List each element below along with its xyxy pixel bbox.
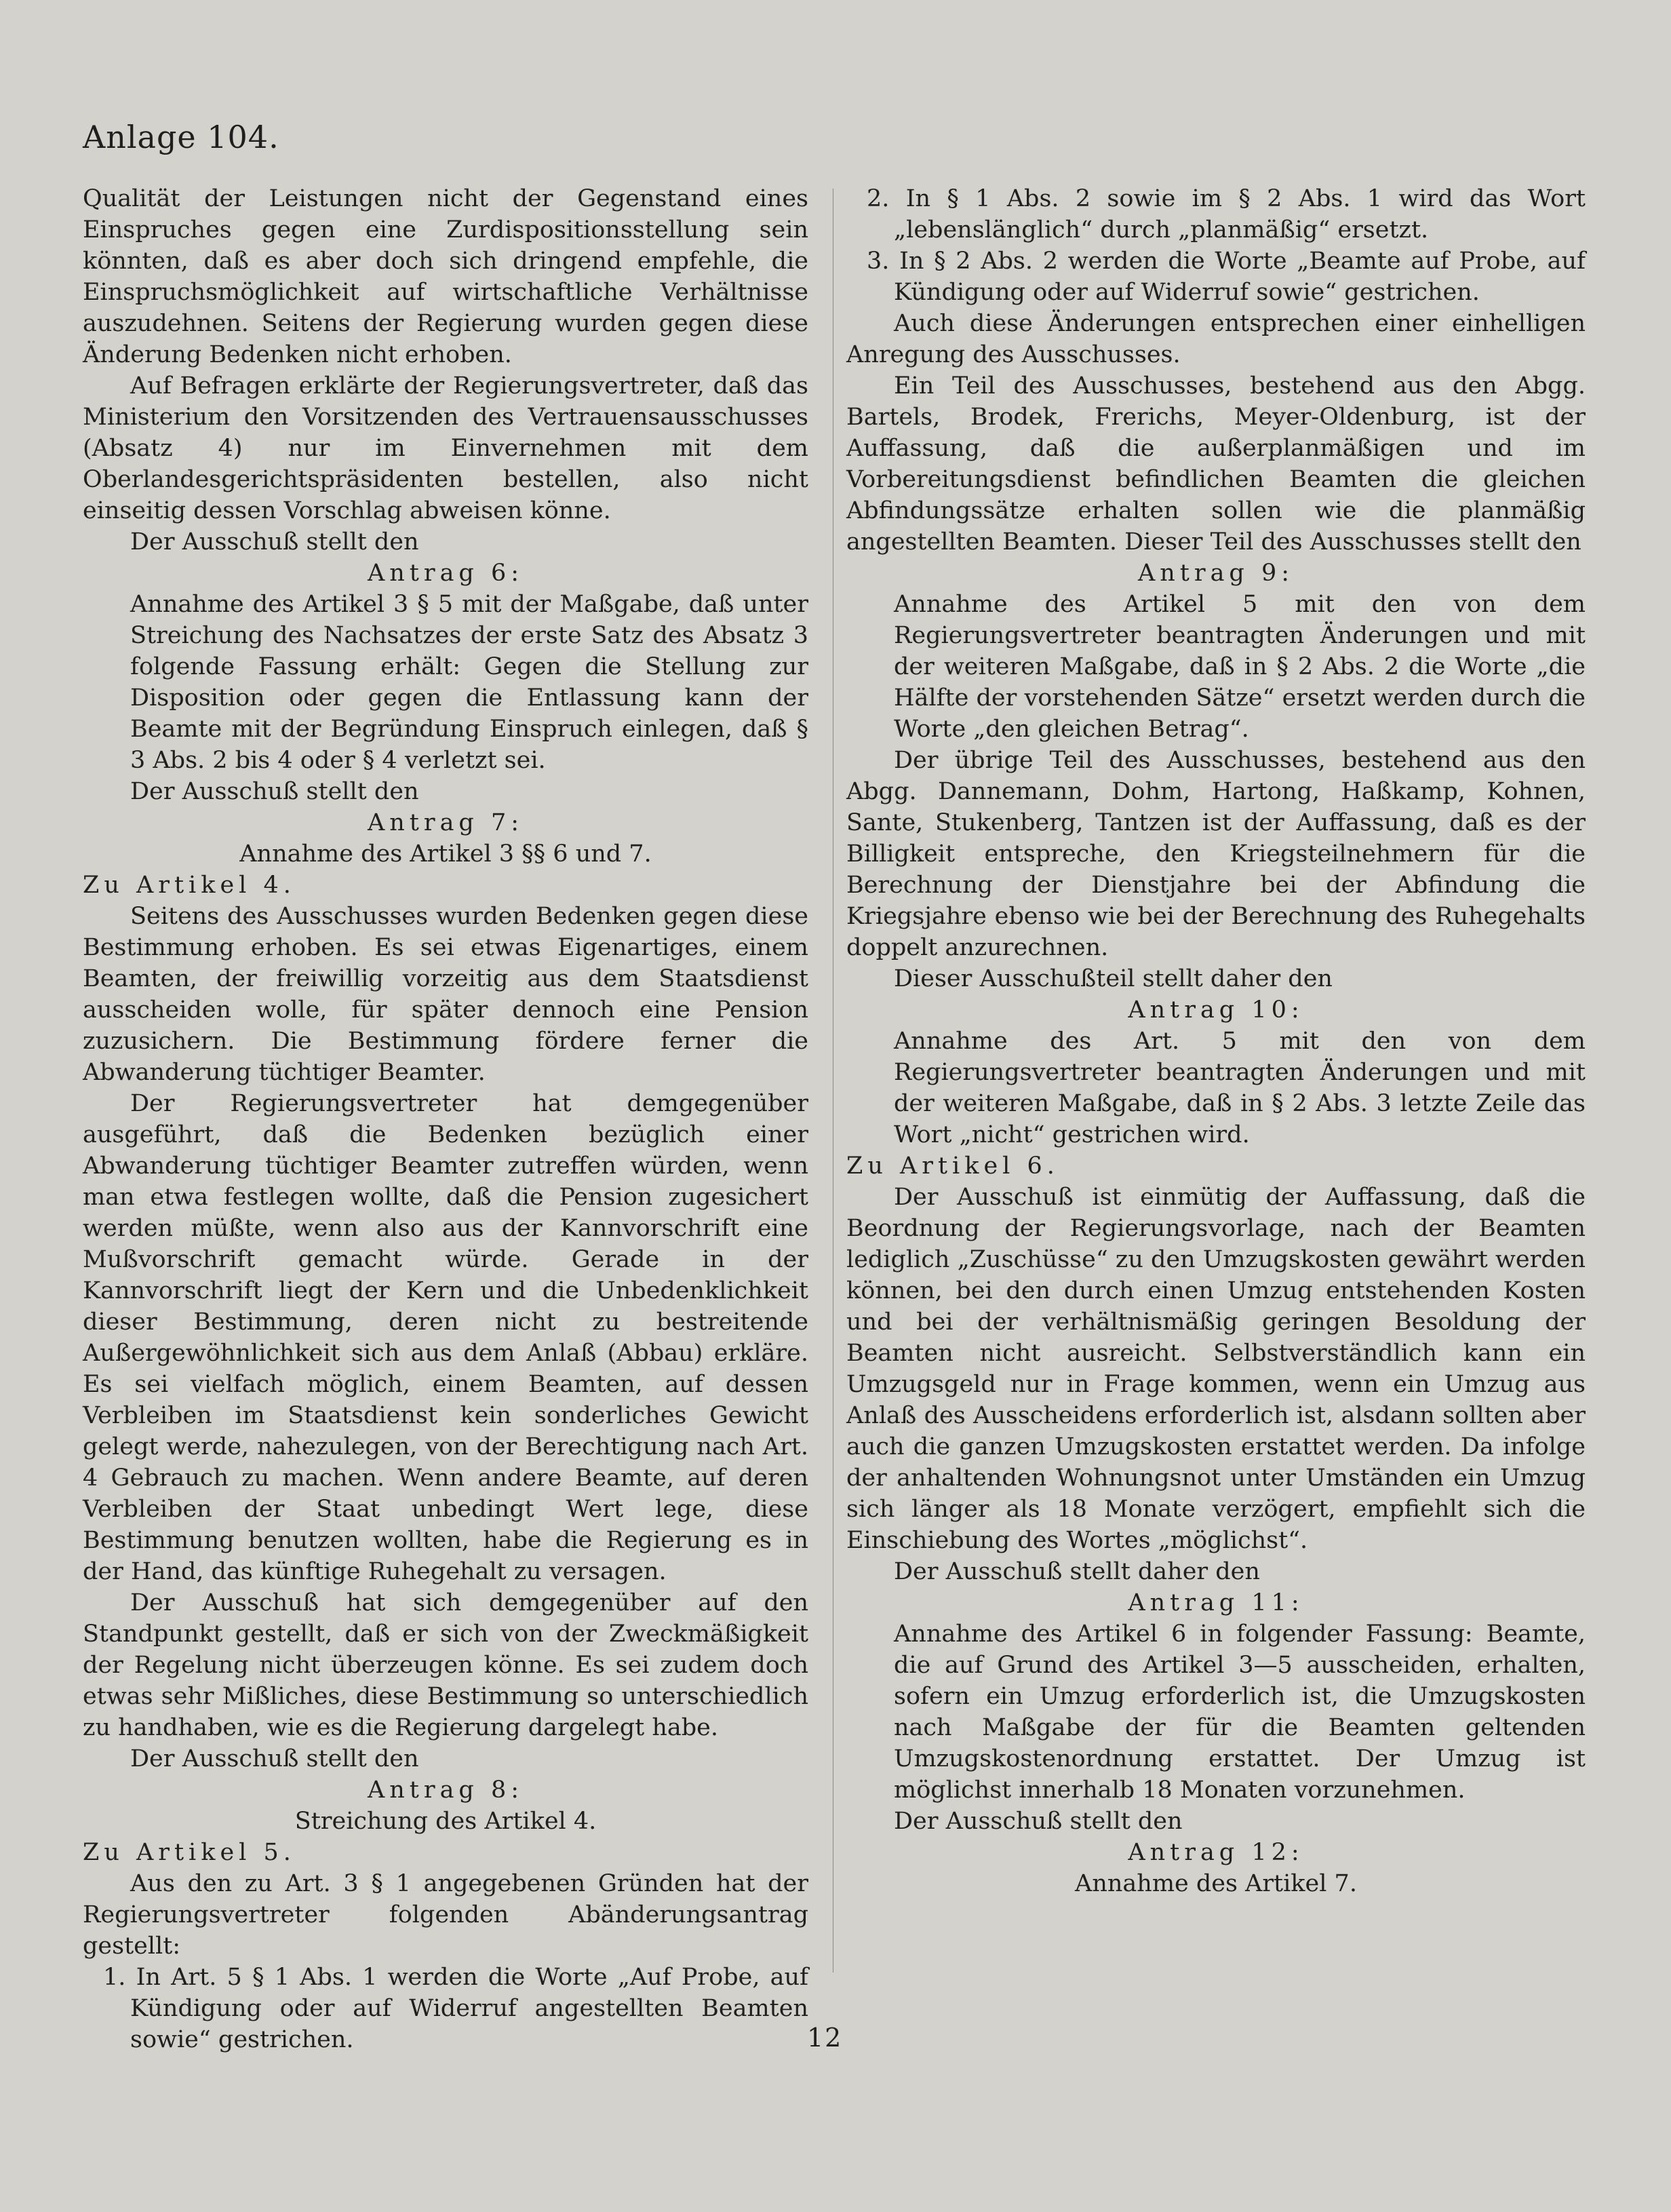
section-heading: Zu Artikel 6. xyxy=(846,1152,1059,1180)
section-heading: Zu Artikel 5. xyxy=(83,1839,296,1866)
motion-text: Annahme des Artikel 3 § 5 mit der Maßgabe, daß unter Streichung des Nachsatzes der erste Satz des Absatz 3 folgende Fassung erhält: Gegen die Stellung zur Disposition oder gegen die Entlassung kann der Beamte mit der Begründung Einspruch einlegen, daß § 3 Abs. 2 bis 4 oder § 4 verletzt sei. xyxy=(130,591,808,774)
paragraph: Der Ausschuß stellt den xyxy=(130,1745,419,1772)
list-item: 3. In § 2 Abs. 2 werden die Worte „Beamte auf Probe, auf Kündigung oder auf Widerruf sowie“ gestrichen. xyxy=(867,248,1586,306)
paragraph: Der Ausschuß stellt daher den xyxy=(894,1558,1260,1585)
motion-heading: Antrag 10: xyxy=(1128,996,1304,1024)
list-item: 1. In Art. 5 § 1 Abs. 1 werden die Worte „Auf Probe, auf Kündigung oder auf Widerruf angestellten Beamten sowie“ gestrichen. xyxy=(103,1964,808,2053)
paragraph: Ein Teil des Ausschusses, bestehend aus den Abgg. Bartels, Brodek, Frerichs, Meyer-Oldenburg, ist der Auffassung, daß die außerplanmäßigen und im Vorbereitungsdienst befindlichen Beamten die gleichen Abfindungssätze erhalten sollen wie die planmäßig angestellten Beamten. Dieser Teil des Ausschusses stellt den xyxy=(846,372,1586,556)
left-column xyxy=(83,183,808,2055)
paragraph: Seitens des Ausschusses wurden Bedenken gegen diese Bestimmung erhoben. Es sei etwas Eigenartiges, einem Beamten, der freiwillig vorzeitig aus dem Staatsdienst ausscheiden wolle, für später dennoch eine Pension zuzusichern. Die Bestimmung fördere ferner die Abwanderung tüchtiger Beamter. xyxy=(83,903,808,1086)
motion-text: Annahme des Art. 5 mit den von dem Regierungsvertreter beantragten Änderungen und mit der weiteren Maßgabe, daß in § 2 Abs. 3 letzte Zeile das Wort „nicht“ gestrichen wird. xyxy=(894,1028,1586,1148)
page-header: Anlage 104. xyxy=(83,119,279,155)
paragraph: Der Ausschuß stellt den xyxy=(130,528,419,556)
paragraph: Aus den zu Art. 3 § 1 angegebenen Gründen hat der Regierungsvertreter folgenden Abänderungsantrag gestellt: xyxy=(83,1870,808,1960)
right-column xyxy=(846,183,1586,1899)
motion-text: Streichung des Artikel 4. xyxy=(294,1808,597,1835)
paragraph: Der Ausschuß stellt den xyxy=(130,778,419,805)
paragraph: Auch diese Änderungen entsprechen einer einhelligen Anregung des Ausschusses. xyxy=(846,310,1586,368)
paragraph: Qualität der Leistungen nicht der Gegenstand eines Einspruches gegen eine Zurdispositionsstellung sein könnten, daß es aber doch sich dringend empfehle, die Einspruchsmöglichkeit auf wirtschaftliche Verhältnisse auszudehnen. Seitens der Regierung wurden gegen diese Änderung Bedenken nicht erhoben. xyxy=(83,185,808,368)
paragraph: Dieser Ausschußteil stellt daher den xyxy=(894,965,1333,992)
motion-heading: Antrag 7: xyxy=(367,809,524,836)
motion-heading: Antrag 11: xyxy=(1128,1589,1304,1616)
paragraph: Auf Befragen erklärte der Regierungsvertreter, daß das Ministerium den Vorsitzenden des Vertrauensausschusses (Absatz 4) nur im Einvernehmen mit dem Oberlandesgerichtspräsidenten bestellen, also nicht einseitig dessen Vorschlag abweisen könne. xyxy=(83,372,808,524)
motion-heading: Antrag 12: xyxy=(1128,1839,1304,1866)
paragraph: Der Ausschuß ist einmütig der Auffassung, daß die Beordnung der Regierungsvorlage, nach der Beamten lediglich „Zuschüsse“ zu den Umzugskosten gewährt werden können, bei den durch einen Umzug entstehenden Kosten und bei der verhältnismäßig geringen Besoldung der Beamten nicht ausreicht. Selbstverständlich kann ein Umzugsgeld nur in Frage kommen, wenn ein Umzug aus Anlaß des Ausscheidens erforderlich ist, alsdann sollten aber auch die ganzen Umzugskosten erstattet werden. Da infolge der anhaltenden Wohnungsnot unter Umständen ein Umzug sich länger als 18 Monate verzögert, empfiehlt sich die Einschiebung des Wortes „möglichst“. xyxy=(846,1184,1586,1554)
motion-text: Annahme des Artikel 3 §§ 6 und 7. xyxy=(239,840,652,868)
motion-text: Annahme des Artikel 6 in folgender Fassung: Beamte, die auf Grund des Artikel 3—5 ausscheiden, erhalten, sofern ein Umzug erforderlich ist, die Umzugskosten nach Maßgabe der für die Beamten geltenden Umzugskostenordnung erstattet. Der Umzug ist möglichst innerhalb 18 Monaten vorzunehmen. xyxy=(894,1621,1586,1804)
list-item: 2. In § 1 Abs. 2 sowie im § 2 Abs. 1 wird das Wort „lebenslänglich“ durch „planmäßig“ ersetzt. xyxy=(867,185,1586,244)
paragraph: Der übrige Teil des Ausschusses, bestehend aus den Abgg. Dannemann, Dohm, Hartong, Haßkamp, Kohnen, Sante, Stukenberg, Tantzen ist der Auffassung, daß es der Billigkeit entspreche, den Kriegsteilnehmern für die Berechnung der Dienstjahre bei der Abfindung die Kriegsjahre ebenso wie bei der Berechnung des Ruhegehalts doppelt anzurechnen. xyxy=(846,747,1586,961)
motion-heading: Antrag 9: xyxy=(1137,560,1295,587)
paragraph: Der Ausschuß stellt den xyxy=(894,1808,1183,1835)
motion-text: Annahme des Artikel 7. xyxy=(1075,1870,1357,1897)
page-number: 12 xyxy=(807,2023,843,2053)
motion-heading: Antrag 8: xyxy=(367,1777,524,1804)
paragraph: Der Ausschuß hat sich demgegenüber auf den Standpunkt gestellt, daß er sich von der Zweckmäßigkeit der Regelung nicht überzeugen könne. Es sei zudem doch etwas sehr Mißliches, diese Bestimmung so unterschiedlich zu handhaben, wie es die Regierung dargelegt habe. xyxy=(83,1589,808,1741)
section-heading: Zu Artikel 4. xyxy=(83,872,296,899)
motion-heading: Antrag 6: xyxy=(367,560,524,587)
paragraph: Der Regierungsvertreter hat demgegenüber ausgeführt, daß die Bedenken bezüglich einer Abwanderung tüchtiger Beamter zutreffen würden, wenn man etwa festlegen wollte, daß die Pension zugesichert werden müßte, wenn also aus der Kannvorschrift eine Mußvorschrift gemacht würde. Gerade in der Kannvorschrift liegt der Kern und die Unbedenklichkeit dieser Bestimmung, deren nicht zu bestreitende Außergewöhnlichkeit sich aus dem Anlaß (Abbau) erkläre. Es sei vielfach möglich, einem Beamten, auf dessen Verbleiben im Staatsdienst kein sonderliches Gewicht gelegt werde, nahezulegen, von der Berechtigung nach Art. 4 Gebrauch zu machen. Wenn andere Beamte, auf deren Verbleiben der Staat unbedingt Wert lege, diese Bestimmung benutzen wollten, habe die Regierung es in der Hand, das künftige Ruhegehalt zu versagen. xyxy=(83,1090,808,1585)
motion-text: Annahme des Artikel 5 mit den von dem Regierungsvertreter beantragten Änderungen und mit der weiteren Maßgabe, daß in § 2 Abs. 2 die Worte „die Hälfte der vorstehenden Sätze“ ersetzt werden durch die Worte „den gleichen Betrag“. xyxy=(894,591,1586,743)
